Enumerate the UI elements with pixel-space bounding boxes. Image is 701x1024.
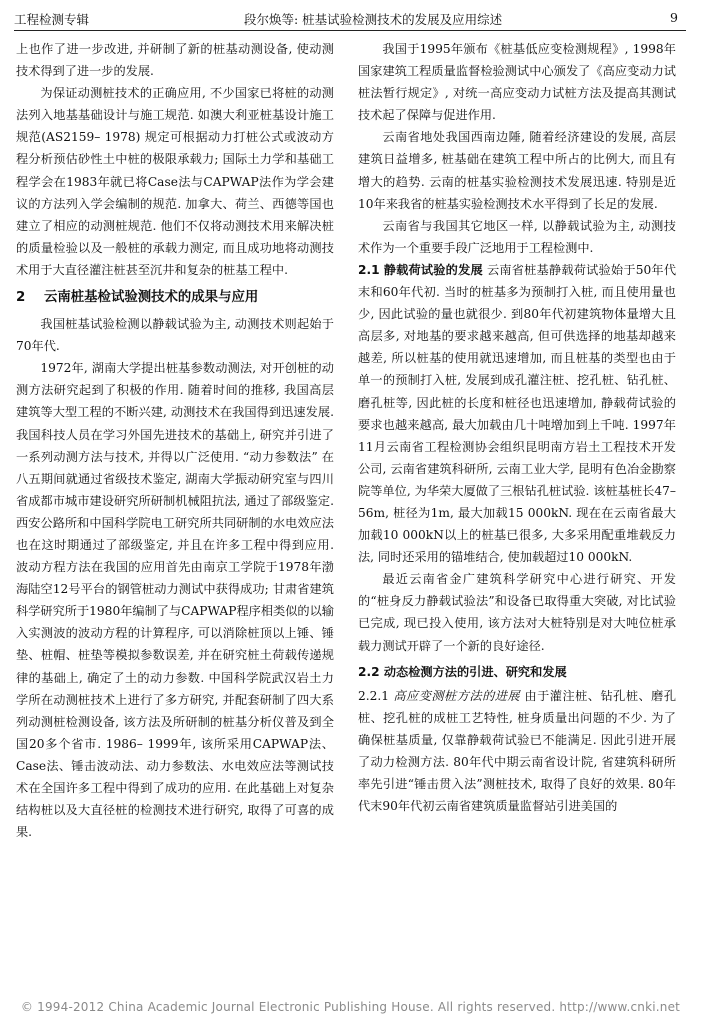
paragraph: 我国于1995年颁布《桩基低应变检测规程》, 1998年国家建筑工程质量监督检验测试中心颁发了《高应变动力试桩法暂行规定》, 对统一高应变动力试桩方法及提高其测试技术起了保障与促进作用. bbox=[358, 42, 676, 123]
subsection-number: 2.2 bbox=[358, 664, 380, 679]
section-heading bbox=[16, 287, 334, 309]
page-number: 9 bbox=[670, 10, 678, 25]
subsection-title: 静载荷试验的发展 bbox=[383, 262, 483, 277]
copyright-footer: © 1994-2012 China Academic Journal Electronic Publishing House. All rights reserved. http://www.cnki.net bbox=[20, 1000, 681, 1014]
subsection-2-2-1 bbox=[358, 685, 676, 818]
paragraph: 1972年, 湖南大学提出桩基参数动测法, 对开创桩的动测方法研究起到了积极的作用. 随着时间的推移, 我国高层建筑等大型工程的不断兴建, 动测技术在我国得到迅速发展. 我国科技人员在学习外国先进技术的基础上, 研究并引进了一系列动测方法与技术, 并得以广泛使用. “动力参数法” 在八五期间就通过省级技术鉴定, 湖南大学振动研究室与四川省成都市城市建设研究所研制机械阻抗法, 通过了部级鉴定. 西安公路所和中国科学院电工研究所共同研制的水电效应法也在这时期通过了部级鉴定, 并且在许多工程中得到应用. 波动方程方法在我国的应用首先由南京工学院于1978年渤海陆空12号平台的钢管桩动力测试中获得成功; 甘肃省建筑科学研究所于1980年编制了与CAPWAP程序相类似的以输入实测波的波动方程的计算程序, 可以消除桩顶以上锤、锤垫、桩帽、桩垫等模拟参数误差, 并在研究桩土荷载传递规律的基础上, 确定了土的动力参数. 中国科学院武汉岩土力学所在动测桩技术上进行了多方研究, 并配套研制了四大系列动测桩检测设备, 该方法及所研制的桩基分析仪普及到全国20多个省市. 1986– 1999年, 该所采用CAPWAP法、Case法、锤击波动法、动力参数法、水电效应法等测试技术在全国许多工程中得到了成功的应用. 在此基础上对复杂结构桩以及大直径桩的检测技术进行研究, 取得了可喜的成果. bbox=[16, 361, 334, 840]
journal-name: 工程检测专辑 bbox=[14, 12, 90, 27]
paragraph: 上也作了进一步改进, 并研制了新的桩基动测设备, 使动测技术得到了进一步的发展. bbox=[16, 42, 334, 79]
subsubsection-text: 由于灌注桩、钻孔桩、磨孔桩、挖孔桩的成桩工艺特性, 桩身质量出问题的不少. 为了确保桩基质量, 仅靠静载荷试验已不能满足. 因此引进开展了动力检测方法. 80年代中期云南省设计院, 省建筑科研所率先引进“锤击贯入法”测桩技术, 取得了良好的效果. 80年代末90年代初云南省建筑质量监督站引进美国的 bbox=[358, 688, 677, 814]
right-column bbox=[358, 38, 676, 817]
subsection-text: 云南省桩基静载荷试验始于50年代末和60年代初. 当时的桩基多为预制打入桩, 而且使用量也少, 因此试验的量也就很少. 到80年代初建筑物体量增大且高层多, 对地基的要求越来越高, 但可供选择的地基却越来越差, 所以桩基的使用就迅速增加, 而且桩基的类型也由于单一的预制打入桩, 发展到成孔灌注桩、挖孔桩、钻孔桩、磨孔桩等, 因此桩的长度和桩径也迅速增加, 静载荷试验的要求也越来越高, 最大加载由几十吨增加到上千吨. 1997年11月云南省工程检测协会组织昆明南方岩土工程技术开发公司, 云南省建筑科研所, 云南工业大学, 昆明有色冶金勘察院等单位, 为华荣大厦做了三根钻孔桩试验. 该桩基桩长47– 56m, 桩径为1m, 最大加载15 000kN. 现在在云南省最大加载10 000kN以上的桩基已很多, 大多采用配重堆载反力法, 同时还采用的锚堆结合, 使加载超过10 000kN. bbox=[358, 262, 677, 565]
left-column bbox=[16, 38, 334, 843]
paragraph: 我国桩基试验检测以静载试验为主, 动测技术则起始于70年代. bbox=[16, 317, 334, 354]
subsection-number: 2.1 bbox=[358, 262, 380, 277]
paragraph: 云南省地处我国西南边陲, 随着经济建设的发展, 高层建筑日益增多, 桩基础在建筑工程中所占的比例大, 而且有增大的趋势. 云南的桩基实验检测技术发展迅速. 特别是近10年来我省的桩基实验检测技术水平得到了长足的发展. bbox=[358, 130, 676, 211]
paragraph: 云南省与我国其它地区一样, 以静载试验为主, 动测技术作为一个重要手段广泛地用于工程检测中. bbox=[358, 218, 676, 255]
article-title: 段尔焕等: 桩基试验检测技术的发展及应用综述 bbox=[244, 12, 503, 27]
running-header bbox=[14, 4, 686, 28]
subsection-2-1 bbox=[358, 259, 676, 568]
subsubsection-title: 高应变测桩方法的进展 bbox=[393, 688, 521, 703]
header-rule bbox=[14, 30, 686, 31]
subsection-title: 动态检测方法的引进、研究和发展 bbox=[383, 664, 567, 679]
section-number: 2 bbox=[16, 290, 26, 306]
subsection-2-2-heading bbox=[358, 661, 676, 683]
section-title: 云南桩基检试验测技术的成果与应用 bbox=[44, 290, 259, 306]
subsubsection-number: 2.2.1 bbox=[358, 688, 390, 703]
paragraph: 为保证动测桩技术的正确应用, 不少国家已将桩的动测法列入地基基础设计与施工规范. 如澳大利亚桩基设计施工规范(AS2159– 1978) 规定可根据动力打桩公式或波动方程分析预估砂性土中桩的极限承载力; 国际土力学和基础工程学会在1983年就已将Case法与CAPWAP法作为学会建议的方法列入学会编制的规范. 加拿大、荷兰、西德等国也建立了相应的动测桩规范. 他们不仅将动测技术用来解决桩的质量检验以及一般桩的承载力测定, 而且成功地将动测技术用于大直径灌注桩甚至沉井和复杂的桩基工程中. bbox=[16, 86, 334, 277]
paragraph: 最近云南省金广建筑科学研究中心进行研究、开发的“桩身反力静载试验法”和设备已取得重大突破, 对比试验已完成, 现已投入使用, 该方法对大桩特别是对大吨位桩承载力测试开辟了一个新的良好途径. bbox=[358, 572, 676, 653]
